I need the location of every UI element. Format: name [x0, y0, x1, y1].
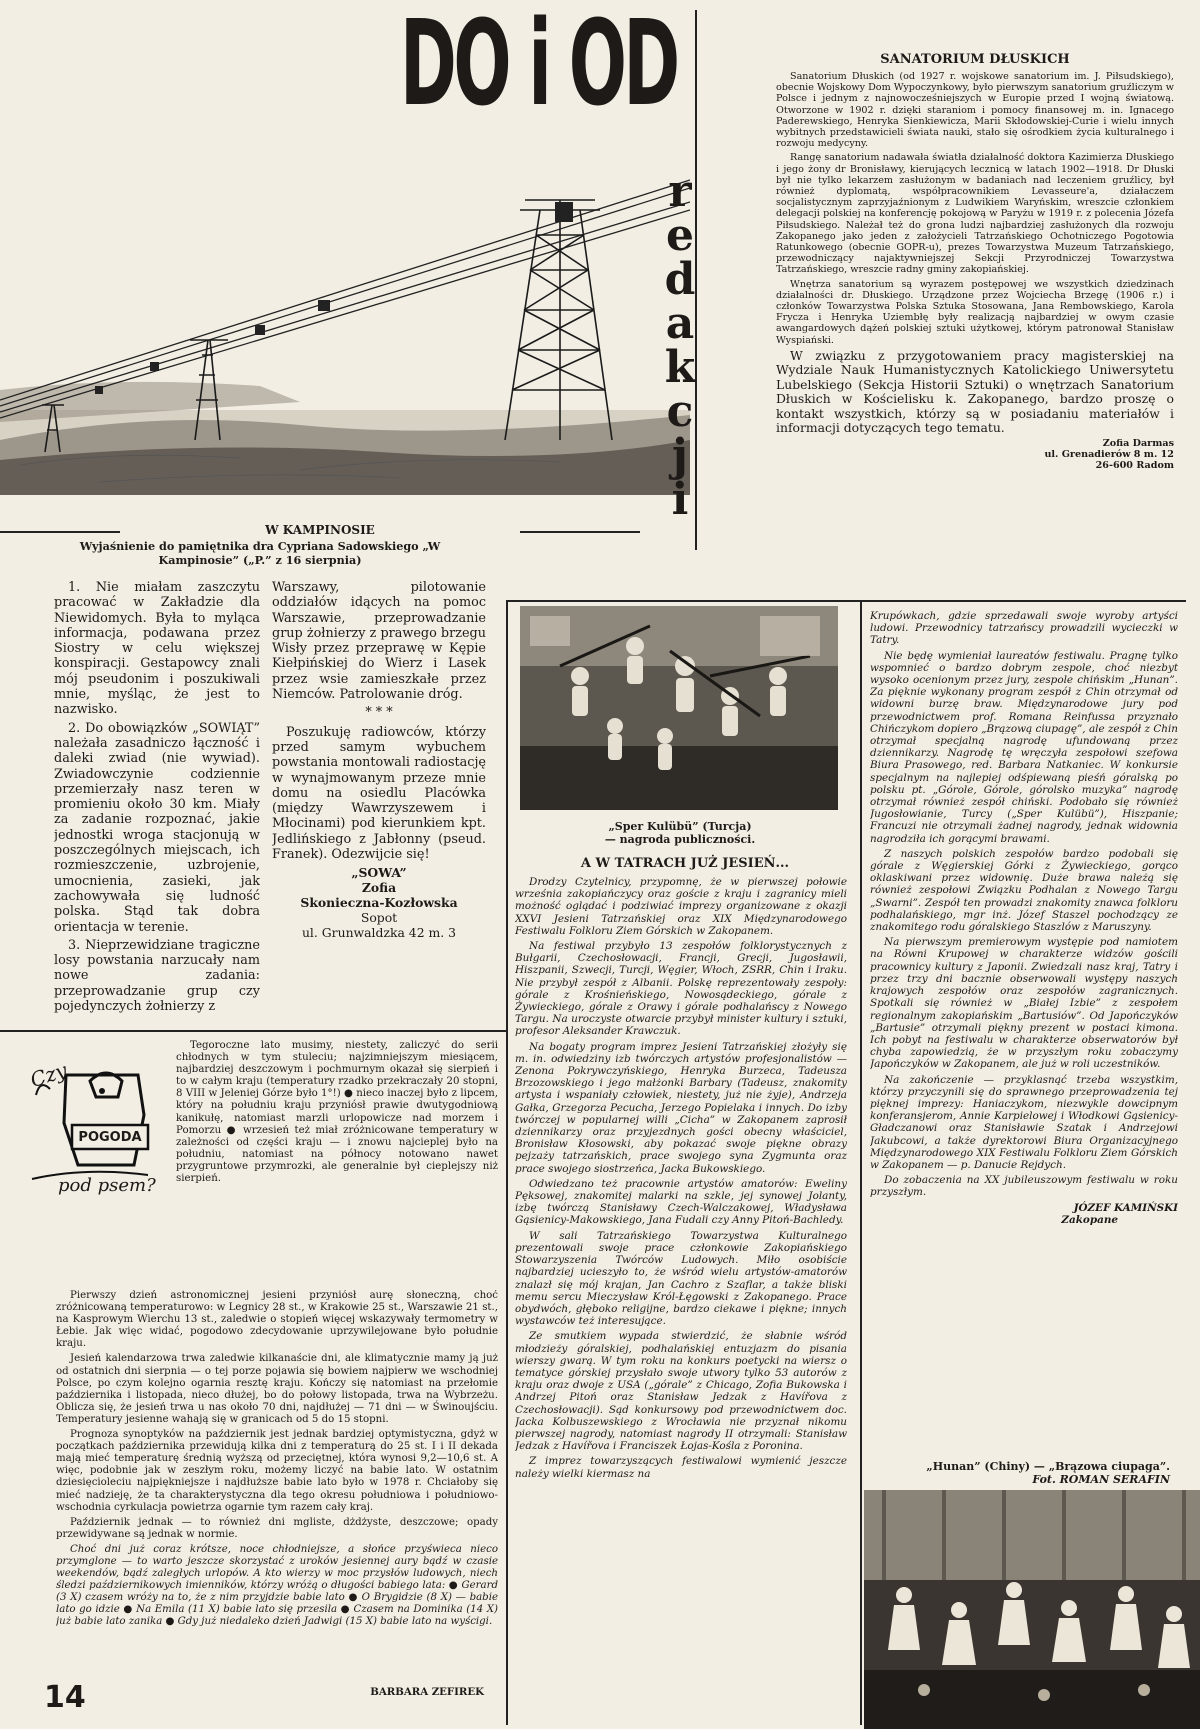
caption-line: „Sper Kulübü” (Turcja) — [608, 820, 752, 833]
kampinos-paragraph: Poszukuję radiowców, którzy przed samym wybuchem powstania montowali radiostację w wynajmowanym przeze mnie domu na osiedlu Placówka (między Wawrzyszewem i Młocinami) pod kierunkiem kpt. Jedlińskiego z Jabłonny (pseud. Franek). Odezwijcie się! — [272, 724, 486, 863]
tatry-column-1 — [515, 876, 847, 1726]
photo-sper-kulubu — [520, 606, 838, 810]
vertical-letter: e — [666, 210, 694, 261]
signature-city: Sopot — [360, 910, 398, 926]
weather-signature: BARBARA ZEFIREK — [370, 1686, 484, 1698]
sanatorium-article — [776, 52, 1174, 597]
weather-paragraph: Pierwszy dzień astronomicznej jesieni przyniósł aurę słoneczną, choć zróżnicowaną temperaturowo: w Legnicy 28 st., w Krakowie 25 st., Warszawie 21 st., na Kasprowym Wierchu 13 st., zaledwie o stopień więcej wskazywały termometry w Łebie. Jak więc widać, pogodowo zdecydowanie uprzywilejowane było południe kraju. — [56, 1290, 498, 1350]
tatry-column-2 — [870, 610, 1178, 1446]
photo-hunan — [864, 1490, 1200, 1729]
sanatorium-paragraph: Rangę sanatorium nadawała światła działalność doktora Kazimierza Dłuskiego i jego żony dr Bronisławy, kierujących lecznicą w latach 1902—1918. Dr Dłuski był nie tylko lekarzem zasłużonym w badaniach nad leczeniem gruźlicy, był również dyplomatą, współpracownikiem Levasseure'a, działaczem socjalistycznym zaprzyjaźnionym z Ludwikiem Waryńskim, wreszcie członkiem delegacji polskiej na konferencję pokojową w Paryżu w 1919 r. z polecenia Józefa Piłsudskiego. Należał też do grona ludzi najbardziej zasłużonych dla rozwoju Zakopanego jako jeden z założycieli Tatrzańskiego Ochotniczego Pogotowia Ratunkowego (obecnie GOPR-u), prezes Towarzystwa Muzeum Tatrzańskiego, przewodniczący najaktywniejszej Sekcji Przyrodniczej Towarzystwa Tatrzańskiego, wreszcie radny gminy zakopiańskiej. — [776, 152, 1174, 276]
tatry-paragraph: Na bogaty program imprez Jesieni Tatrzańskiej złożyły się m. in. odwiedziny izb twórczych artystów profesjonalistów — Zenona Pokrywczyńskiego, Henryka Burzeca, Tadeusza Brzozowskiego i jego małżonki Barbary (Tadeusz, znakomity artysta i wspaniały człowiek, niestety, już nie żyje), Andrzeja Gałka, Grzegorza Pecucha, Jerzego Popielaka i innych. Do izby twórczej w popularnej willi „Cicha” w Zakopanem zaprosił dziennikarzy oraz przyjezdnych gości obecny właściciel, Bronisław Kłosowski, aby pokazać swoje piękne obrazy pejzaży tatrzańskich, prace swojego syna Zygmunta oraz prace swojego siostrzeńca, Jacka Bukowskiego. — [515, 1040, 847, 1175]
weather-paragraph: Tegoroczne lato musimy, niestety, zaliczyć do serii chłodnych w tym stuleciu; najzimniejszym miesiącem, najbardziej deszczowym i pochmurnym okazał się sierpień i to w całym kraju (temperatury rzadko przekraczały 20 stopni, 8 VIII w Jeleniej Górze było 1°!) ● nieco inaczej było z lipcem, który na południu kraju przyniósł prawie dwutygodniową kanikułę, natomiast marzli urlopowicze nad morzem i Pomorzu ● wrzesień też miał zróżnicowane temperatury w zależności od części kraju — i znowu najcieplej było na południu, natomiast na północy notowano nawet przygruntowe przymrozki, ale generalnie był cieplejszy niż sierpień. — [176, 1040, 498, 1185]
signature-name: Zofia Darmas — [1102, 438, 1174, 450]
pogoda-logo-bottom: pod psem? — [58, 1175, 156, 1196]
tatry-paragraph: Nie będę wymieniał laureatów festiwalu. Pragnę tylko wspomnieć o bardzo dobrym zespole, choć niezbyt wysoko ocenionym przez jury, zespole chińskim „Hunan”. Za pięknie wykonany program zespół z Chin otrzymał od widowni burzę braw. Międzynarodowe jury pod przewodnictwem prof. Romana Reinfussa przyznało Chińczykom dopiero „Brązową ciupagę”, ale zespół z Chin otrzymał specjalną nagrodę ufundowaną przez dziennikarzy. Nagrodę tę wręczyła zespołowi szefowa Biura Prasowego, red. Barbara Natkaniec. W konkursie specjalnym na najlepiej odśpiewaną pieśń góralską po polsku pt. „Górole, Górole, górolsko muzyka” nagrodę otrzymał również zespół chiński. Podobało się również Jugosłowianie, Turcy („Sper Kulübü”), Hiszpanie; Francuzi nie otrzymali żadnej nagrody, jednak widownia nagrodziła ich gorącymi brawami. — [870, 649, 1178, 845]
weather-paragraph: Prognoza synoptyków na październik jest jednak bardziej optymistyczna, gdyż w początkach października przewidują kilka dni z temperaturą do 25 st. I i II dekada mają mieć temperaturę średnią wyższą od przeciętnej, która wynosi 9,2—10,6 st. A więc, podobnie jak w zeszłym roku, możemy liczyć na babie lato. W ostatnim dziesięcioleciu najpiękniejsze i najdłuższe babie lato było w 1978 r. Chciałoby się mieć nadzieję, że ta charakterystyczna dla tego okresu południowa i południowo-wschodnia cyrkulacja powietrza ogarnie tym razem cały kraj. — [56, 1429, 498, 1513]
signature-pseudonym: „SOWA” — [351, 865, 407, 881]
signature-address: ul. Grunwaldzka 42 m. 3 — [301, 925, 457, 941]
signature-name: JÓZEF KAMIŃSKI — [1073, 1201, 1178, 1214]
kampinos-subheading: Wyjaśnienie do pamiętnika dra Cypriana Sadowskiego „W Kampinosie” („P.” z 16 sierpnia) — [79, 539, 441, 567]
tatry-heading: A W TATRACH JUŻ JESIEŃ... — [580, 856, 790, 871]
kampinos-column-2 — [272, 580, 486, 1025]
tatry-paragraph: Na pierwszym premierowym występie pod namiotem na Równi Krupowej w charakterze widzów gościli pracownicy kultury z Japonii. Zwiedzali nasz kraj, Tatry i przez trzy dni bacznie obserwowali występy naszych krajowych zespołów oraz zespołów zagranicznych. Spotkali się również w „Białej Izbie” z zespołem regionalnym zakopiańskim „Bartusiów”. Od Japończyków „Bartusie” otrzymali piękny prezent w postaci kimona. Ich pobyt na festiwalu w charakterze obserwatorów był chyba zapowiedzią, że w przyszłym roku zobaczymy Japończyków w Zakopanem, ale już w roli uczestników. — [870, 936, 1178, 1071]
vertical-letter: d — [664, 254, 696, 305]
kampinos-heading: W KAMPINOSIE — [120, 523, 520, 537]
pogoda-logo — [26, 1045, 176, 1195]
tatry-paragraph: Na zakończenie — przyklasnąć trzeba wszystkim, którzy przyczynili się do sprawnego przeprowadzenia tej pięknej imprezy: Haniaczykom, niezwykle dowcipnym konferansjerom, Annie Karpielowej i Włodkowi Gąsienicy-Gładczanowi oraz Stanisławie Szatak i Andrzejowi Jakubcowi, a także dyrektorowi Biura Organizacyjnego Międzynarodowego XIX Festiwalu Folkloru Ziem Górskich w Zakopanem — p. Danucie Rejdych. — [870, 1073, 1178, 1171]
weather-body — [56, 1290, 498, 1680]
tatry-paragraph: Drodzy Czytelnicy, przypomnę, że w pierwszej połowie września zakopiańczycy oraz goście z kraju i zagranicy mieli możność oglądać i podziwiać imprezy organizowane z okazji XXVI Jesieni Tatrzańskiej oraz XIX Międzynarodowego Festiwalu Folkloru Ziem Górskich w Zakopanem. — [515, 876, 847, 937]
kampinos-paragraph: 2. Do obowiązków „SOWIĄT” należała zasadniczo łączność i daleki zwiad (nie wywiad). Zwiadowczynie codziennie przemierzały nasz teren w promieniu około 30 km. Miały za zadanie rozpoznać, jakie jednostki wroga stacjonują w poszczególnych miejscach, ich rozmieszczenie, uzbrojenie, umocnienia, zasieki, jak zachowywała się ludność polska. Stąd tak dobra orientacja w terenie. — [54, 720, 260, 935]
sanatorium-signature — [776, 438, 1174, 471]
weather-intro — [176, 1040, 498, 1288]
caption-line: „Hunan” (Chiny) — „Brązowa ciupaga”. — [926, 1460, 1170, 1473]
vertical-letter: i — [671, 474, 689, 525]
tatry-paragraph: Z imprez towarzyszących festiwalowi wymienić jeszcze należy wielki kiermasz na — [515, 1455, 847, 1480]
sanatorium-heading: SANATORIUM DŁUSKICH — [880, 52, 1070, 67]
vertical-letter: c — [666, 386, 694, 437]
sanatorium-paragraph: Sanatorium Dłuskich (od 1927 r. wojskowe sanatorium im. J. Piłsudskiego), obecnie Wojskowy Dom Wypoczynkowy, było pierwszym sanatorium gruźliczym w Polsce i jednym z najnowocześniejszych w Europie przed I wojną światową. Otworzone w 1902 r. dzięki staraniom i pomocy finansowej m. in. Ignacego Paderewskiego, Henryka Sienkiewicza, Marii Skłodowskiej-Curie i wielu innych wybitnych przedstawicieli świata nauki, stało się ośrodkiem życia kulturalnego i rozwoju medycyny. — [776, 71, 1174, 150]
signature-city: Zakopane — [1061, 1213, 1118, 1226]
vertical-letter: k — [664, 342, 696, 393]
kampinos-paragraph: 1. Nie miałam zaszczytu pracować w Zakładzie dla Niewidomych. Była to myląca informacja, podawana przez Siostry w celu większej konspiracji. Gestapowcy znali mój pseudonim i poszukiwali mnie, myśląc, że jest to nazwisko. — [54, 580, 260, 718]
sanatorium-appeal: W związku z przygotowaniem pracy magisterskiej na Wydziale Nauk Humanistycznych Katolickiego Uniwersytetu Lubelskiego (Sekcja Historii Sztuki) o wnętrzach Sanatorium Dłuskich w Kościelisku k. Zakopanego, bardzo proszę o kontakt wszystkich, którzy są w posiadaniu materiałów i informacji dotyczących tego tematu. — [776, 347, 1174, 435]
photo-hunan-caption — [870, 1460, 1170, 1486]
weather-paragraph: Październik jednak — to również dni mgliste, dżdżyste, deszczowe; opady przewidywane są jednak w normie. — [56, 1516, 498, 1540]
weather-paragraph: Choć dni już coraz krótsze, noce chłodniejsze, a słońce przyświeca nieco przymglone — to warto jeszcze skorzystać z uroków jesiennej aury bądź w czasie weekendów, bądź zaległych urlopów. A kto wierzy w moc przysłów ludowych, niech śledzi październikowych imienników, którzy wróżą o długości babiego lata: ● Gerard (3 X) czasem wróży na to, że z nim przyjdzie babie lato ● O Brygidzie (8 X) — babie lato go idzie ● Na Emila (11 X) babie lato się przesila ● Czasem na Dominika (14 X) już babie lato zanika ● Gdy już niedaleko dzień Jadwigi (15 X) babie lato na wyścigi. — [56, 1543, 498, 1628]
cable-car-illustration — [0, 140, 690, 495]
photo-sper-kulubu-caption — [520, 820, 840, 846]
photo-credit: Fot. ROMAN SERAFIN — [1032, 1473, 1170, 1486]
tatry-paragraph: Z naszych polskich zespołów bardzo podobali się górale z Węgierskiej Górki z Żywieckiego, gorąco oklaskiwani przez widownię. Duże brawa należą się również zespołowi Związku Podhalan z Nowego Targu „Swarni”. Zespół ten prowadzi znakomity znawca folkloru podhalańskiego, mgr inż. Józef Staszel pochodzący ze znakomitego rodu góralskiego Staszlów z Maruszyny. — [870, 847, 1178, 934]
sanatorium-paragraph: Wnętrza sanatorium są wyrazem postępowej we wszystkich dziedzinach działalności dr. Dłuskiego. Urządzone przez Wojciecha Brzegę (1906 r.) i członków Towarzystwa Polska Sztuka Stosowana, Jana Rembowskiego, Karola Frycza i Henryka Uziembłę były realizacją najbardziej w owym czasie awangardowych dążeń polskiej sztuki użytkowej, którym patronował Stanisław Wyspiański. — [776, 278, 1174, 346]
kampinos-column-1 — [54, 580, 260, 1025]
tatry-paragraph: Ze smutkiem wypada stwierdzić, że słabnie wśród młodzieży góralskiej, podhalańskiej entuzjazm do pisania wierszy gwarą. W tym roku na konkurs poetycki na wiersz o tematyce górskiej przysłało swoje utwory tylko 53 autorów z kraju oraz dwoje z USA („górale” z Chicago, Zofia Bukowska i Andrzej Pitoń oraz Stanisław Jedzak z Havířova z Czechosłowacji). Sąd konkursowy pod przewodnictwem doc. Jacka Kolbuszewskiego z Wrocławia nie przyznał nikomu pierwszej nagrody, natomiast nagrody II otrzymali: Stanisław Jedzak z Havířova i Franciszek Łojas-Kośla z Poronina. — [515, 1330, 847, 1453]
tatry-paragraph: Odwiedzano też pracownie artystów amatorów: Eweliny Pęksowej, znakomitej malarki na szkle, jej synowej Jolanty, izbę twórczą Stanisławy Czech-Walczakowej, Władysława Gąsienicy-Makowskiego, Jana Fudali czy Anny Pitoń-Bachledy. — [515, 1177, 847, 1227]
signature-city: 26-600 Radom — [1095, 460, 1174, 472]
page-number: 14 — [44, 1680, 86, 1715]
tatry-paragraph: W sali Tatrzańskiego Towarzystwa Kulturalnego prezentowali swoje prace członkowie Zakopiańskiego Stowarzyszenia Twórców Ludowych. Miło osobiście najbardziej ucieszyło to, że wśród wielu artystów-amatorów znalazł się mój krajan, Jan Cachro z Szaflar, a także bliski memu sercu Mieczysław Król-Łęgowski z Zakopanego. Prace obydwóch, głęboko religijne, bardzo ciekawe i piękne; innych wystawców też interesujące. — [515, 1229, 847, 1328]
signature-surname: Skonieczna-Kozłowska — [300, 895, 458, 911]
vertical-redakcji — [660, 166, 700, 525]
tatry-paragraph: Krupówkach, gdzie sprzedawali swoje wyroby artyści ludowi. Przewodnicy tatrzańscy prowadzili wycieczki w Tatry. — [870, 610, 1178, 647]
weather-paragraph: Jesień kalendarzowa trwa zaledwie kilkanaście dni, ale klimatycznie mamy ją już od ostatnich dni sierpnia — o tej porze pojawia się bowiem najpierw we wschodniej Polsce, po czym kolejno ogarnia resztę kraju. Kończy się natomiast na przełomie października i listopada, nieco dłużej, bo do połowy listopada, trwa na Wybrzeżu. Oblicza się, że jesień trwa u nas około 70 dni, najdłużej — 71 dni — w Świnoujściu. Temperatury jesienne wahają się w granicach od 5 do 15 stopni. — [56, 1353, 498, 1425]
kampinos-paragraph: 3. Nieprzewidziane tragiczne losy powstania narzucały nam nowe zadania: przeprowadzanie grup czy pojedynczych żołnierzy z — [54, 937, 260, 1015]
tatry-signature — [870, 1202, 1178, 1226]
vertical-letter: a — [665, 298, 695, 349]
kampinos-signature — [272, 865, 486, 940]
vertical-letter: r — [668, 166, 692, 217]
caption-line: — nagroda publiczności. — [604, 833, 756, 846]
signature-address: ul. Grenadierów 8 m. 12 — [1044, 449, 1174, 461]
pogoda-logo-word: POGODA — [78, 1130, 142, 1145]
pogoda-logo-top: Czy — [27, 1057, 70, 1093]
tatry-paragraph: Do zobaczenia na XX jubileuszowym festiwalu w roku przyszłym. — [870, 1174, 1178, 1199]
masthead-title: DO i OD — [400, 0, 677, 132]
vertical-letter: j — [672, 430, 688, 481]
signature-firstname: Zofia — [361, 880, 397, 896]
tatry-paragraph: Na festiwal przybyło 13 zespołów folklorystycznych z Bułgarii, Czechosłowacji, Francji, Grecji, Jugosławii, Hiszpanii, Szwecji, Turcji, Węgier, Włoch, ZSRR, Chin i Iraku. Nie przybył zespół z Albanii. Polskę reprezentowały zespoły: górale z Krośnieńskiego, Nowosądeckiego, górale z Żywieckiego, górale z Orawy i górale podhalańscy z Nowego Targu. Na uroczyste otwarcie przybył minister kultury i sztuki, profesor Aleksander Krawczuk. — [515, 940, 847, 1038]
section-stars: * * * — [365, 705, 393, 721]
kampinos-paragraph: Warszawy, pilotowanie oddziałów idących na pomoc Warszawie, przeprowadzanie grup żołnierzy z prawego brzegu Wisły przez przeprawę w Kępie Kiełpińskiej do Wierz i Lasek przez wsie zamieszkałe przez Niemców. Patrolowanie dróg. — [272, 580, 486, 703]
